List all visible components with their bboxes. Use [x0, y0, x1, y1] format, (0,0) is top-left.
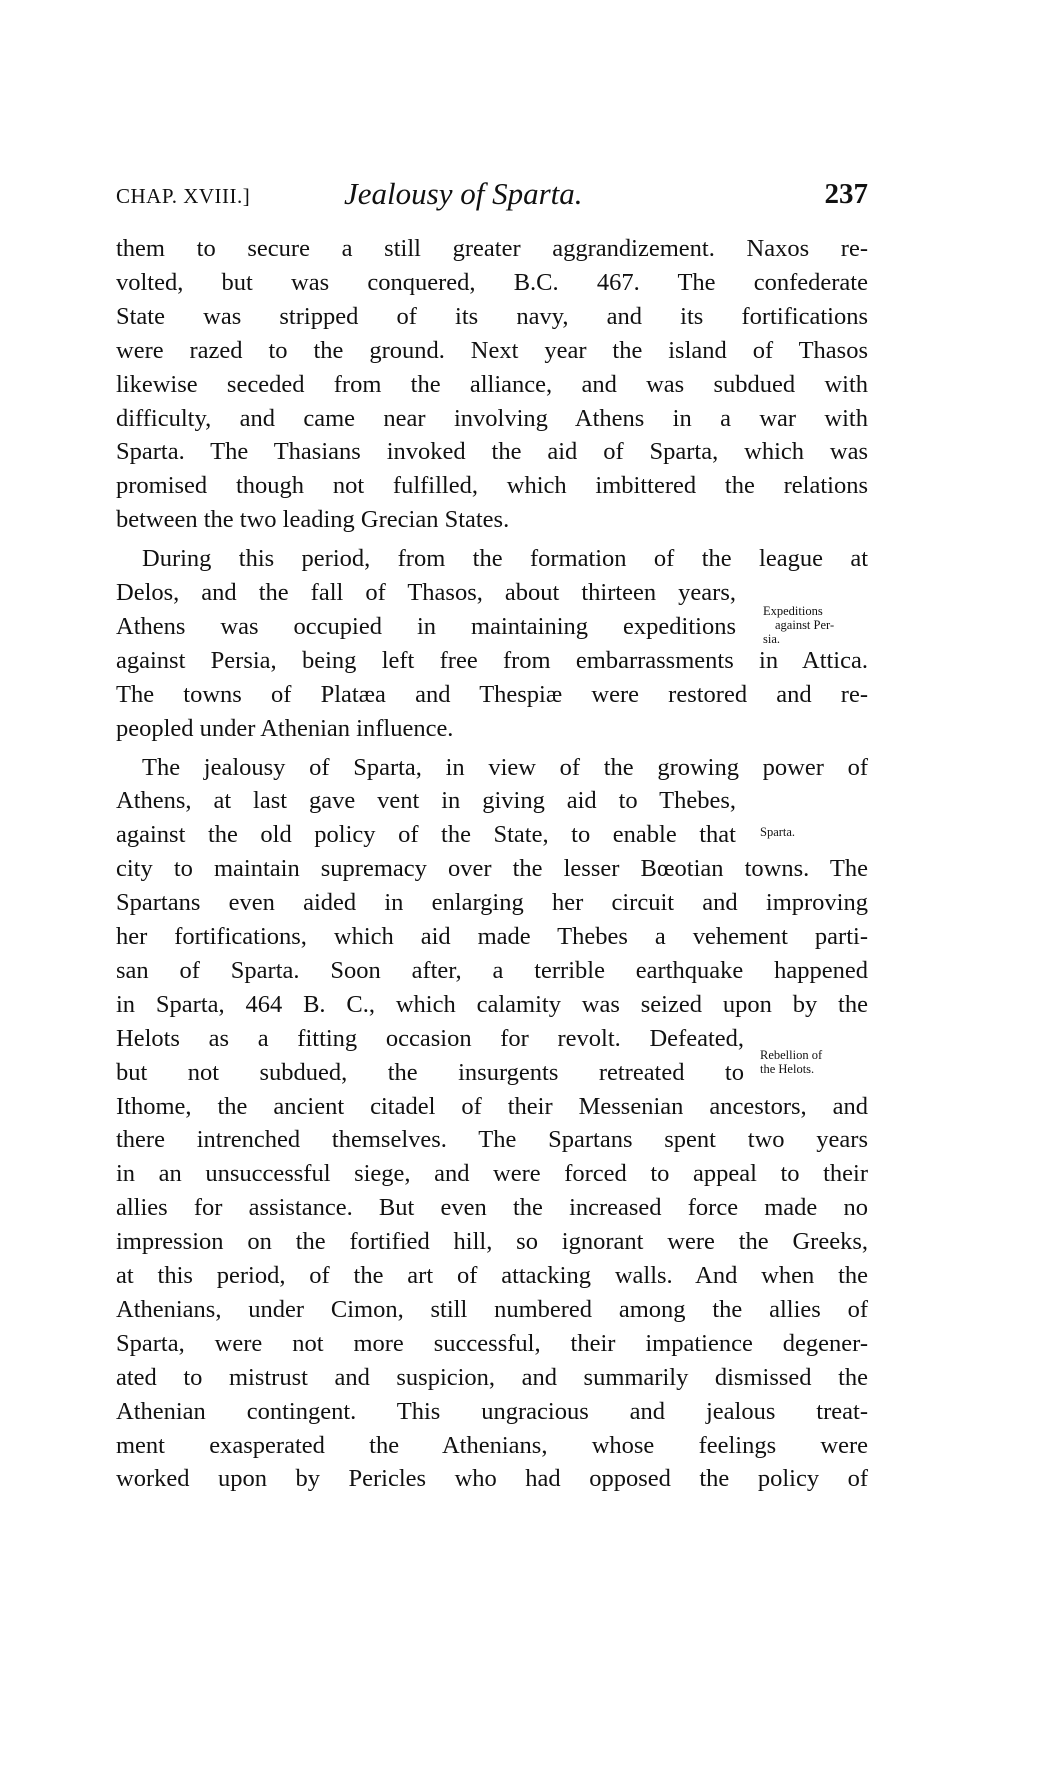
text-line: State was stripped of its navy, and its fortifications [116, 302, 868, 330]
text-line: Sparta. The Thasians invoked the aid of Sparta, which was [116, 438, 868, 466]
text-line: but not subdued, the insurgents retreated to [116, 1058, 744, 1086]
text-line: ated to mistrust and suspicion, and summarily dismissed the [116, 1363, 868, 1391]
text-line: volted, but was conquered, B.C. 467. The confederate [116, 268, 868, 296]
text-line: san of Sparta. Soon after, a terrible earthquake happened [116, 956, 868, 984]
text-line: her fortifications, which aid made Thebes a vehement parti- [116, 923, 868, 950]
text-line: allies for assistance. But even the increased force made no [116, 1194, 868, 1222]
text-line: Spartans even aided in enlarging her circuit and improving [116, 889, 868, 917]
text-line: against Persia, being left free from embarrassments in Attica. [116, 646, 868, 674]
text-line: were razed to the ground. Next year the island of Thasos [116, 336, 868, 364]
margin-note-line: Sparta. [760, 825, 796, 839]
text-line: at this period, of the art of attacking walls. And when the [116, 1262, 868, 1289]
margin-note-line: Rebellion of [760, 1048, 823, 1062]
text-line: Athenian contingent. This ungracious and jealous treat- [116, 1397, 868, 1425]
text-line: Athens, at last gave vent in giving aid to Thebes, [116, 787, 736, 815]
text-line: impression on the fortified hill, so ignorant were the Greeks, [116, 1228, 868, 1256]
text-line: The jealousy of Sparta, in view of the growing power of [142, 753, 868, 781]
text-line: Athenians, under Cimon, still numbered among the allies of [116, 1295, 868, 1323]
text-line: ment exasperated the Athenians, whose feelings were [116, 1431, 868, 1459]
text-line: city to maintain supremacy over the lesser Bœotian towns. The [116, 855, 868, 883]
margin-note-line: sia. [763, 632, 781, 646]
text-line: Sparta, were not more successful, their impatience degener- [116, 1329, 868, 1357]
text-line: difficulty, and came near involving Athens in a war with [116, 404, 868, 432]
text-line: Athens was occupied in maintaining expeditions [116, 612, 736, 640]
text-line: them to secure a still greater aggrandizement. Naxos re- [116, 235, 868, 262]
margin-note-line: the Helots. [760, 1062, 815, 1076]
text-line: promised though not fulfilled, which imbittered the relations [116, 472, 868, 500]
text-line: against the old policy of the State, to enable that [116, 821, 736, 849]
text-line: During this period, from the formation of the league at [142, 545, 868, 573]
text-line: in Sparta, 464 B. C., which calamity was seized upon by the [116, 990, 868, 1018]
margin-note-line: Expeditions [763, 604, 823, 618]
page-number: 237 [824, 178, 868, 210]
margin-note-helots [760, 1048, 822, 1076]
text-line: Helots as a fitting occasion for revolt. Defeated, [116, 1024, 744, 1052]
text-line: Delos, and the fall of Thasos, about thirteen years, [116, 579, 736, 606]
page-title: Jealousy of Sparta. [344, 176, 583, 211]
chapter-label: CHAP. XVIII.] [116, 184, 251, 208]
text-line: peopled under Athenian influence. [116, 714, 454, 742]
running-head [116, 176, 868, 220]
text-line: in an unsuccessful siege, and were forced to appeal to their [116, 1160, 868, 1188]
text-line: Ithome, the ancient citadel of their Messenian ancestors, and [116, 1092, 868, 1120]
text-line: likewise seceded from the alliance, and was subdued with [116, 370, 868, 398]
text-line: there intrenched themselves. The Spartans spent two years [116, 1126, 868, 1154]
margin-note-expeditions [763, 604, 834, 646]
text-line: worked upon by Pericles who had opposed the policy of [116, 1465, 868, 1493]
text-line: between the two leading Grecian States. [116, 506, 510, 534]
text-line: The towns of Platæa and Thespiæ were restored and re- [116, 680, 868, 708]
margin-note-sparta [760, 825, 795, 839]
margin-note-line: against Per- [775, 618, 835, 632]
